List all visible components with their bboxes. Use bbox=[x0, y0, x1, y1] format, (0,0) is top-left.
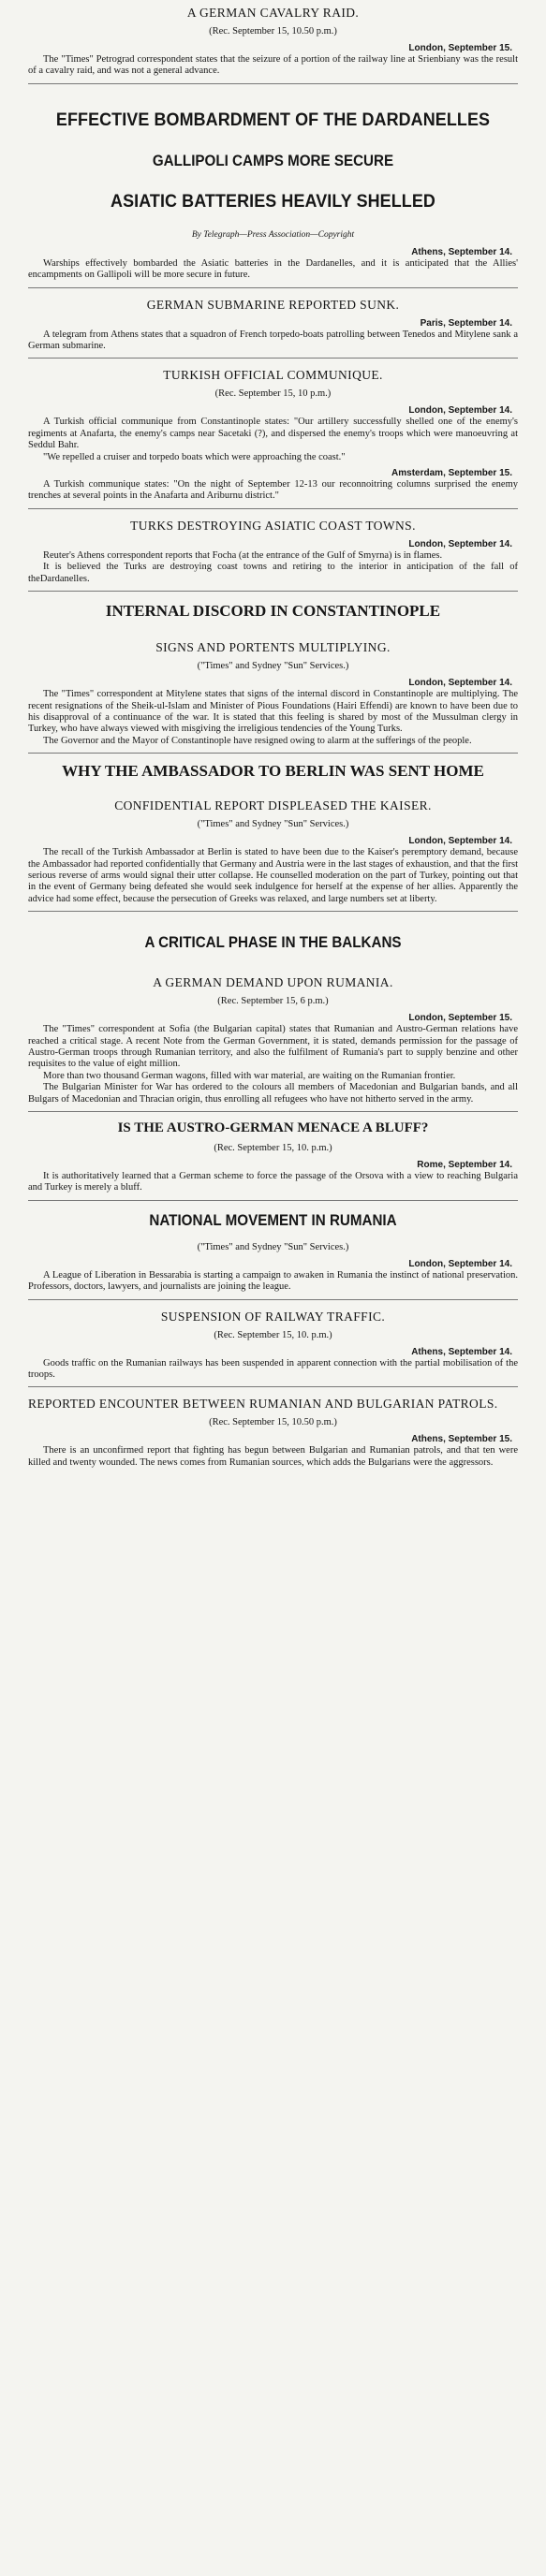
received-line: (Rec. September 15, 10. p.m.) bbox=[214, 1143, 332, 1153]
credit-line: By Telegraph—Press Association—Copyright bbox=[191, 229, 355, 240]
dateline: London, September 14. bbox=[408, 538, 512, 549]
article-subheadline: ASIATIC BATTERIES HEAVILY SHELLED bbox=[111, 190, 435, 212]
article-coast-towns bbox=[28, 517, 518, 585]
received-line: (Rec. September 15, 10. p.m.) bbox=[214, 1329, 332, 1340]
article-heading: IS THE AUSTRO-GERMAN MENACE A BLUFF? bbox=[117, 1120, 429, 1135]
article-headline: A CRITICAL PHASE IN THE BALKANS bbox=[144, 934, 402, 952]
dateline: London, September 14. bbox=[408, 836, 512, 847]
divider bbox=[28, 287, 518, 288]
paragraph: Goods traffic on the Rumanian railways has been suspended in apparent connection with the partial mobilisation of the troops. bbox=[28, 1357, 518, 1381]
article-railway-suspension bbox=[28, 1308, 518, 1382]
dateline: Paris, September 14. bbox=[420, 317, 512, 329]
divider bbox=[28, 83, 518, 84]
article-submarine-sunk bbox=[28, 296, 518, 353]
divider bbox=[28, 753, 518, 754]
dateline: London, September 15. bbox=[408, 43, 512, 53]
article-national-movement-rumania bbox=[28, 1210, 518, 1294]
article-headline: INTERNAL DISCORD IN CONSTANTINOPLE bbox=[105, 602, 441, 621]
paragraph: "We repelled a cruiser and torpedo boats which were approaching the coast." bbox=[43, 451, 346, 462]
paragraph: It is believed the Turks are destroying coast towns and retiring to the interior in anticipation of the fall of theDardanelles. bbox=[28, 562, 518, 584]
received-line: (Rec. September 15, 10 p.m.) bbox=[214, 388, 332, 400]
article-balkans-critical-phase bbox=[28, 932, 518, 1105]
article-german-cavalry-raid bbox=[28, 4, 518, 78]
divider bbox=[28, 1200, 518, 1201]
paragraph: The recall of the Turkish Ambassador at Berlin is stated to have been due to the Kaiser's peremptory demand, because the Ambassador had reported confidentially that Germany and Austria were in the last stages of exhaustion, and that the first serious reverse of arms would signal their utter collapse. He counselled moderation on the part of Turkey, pointing out that in the event of Germany being defeated she would seek indulgence for herself at the expense of her allies. Apparently the advice had some effect, because the persecution of Greeks was relaxed, and large numbers set at liberty. bbox=[28, 847, 518, 904]
received-line: (Rec. September 15, 6 p.m.) bbox=[217, 996, 329, 1007]
paragraph: A League of Liberation in Bessarabia is starting a campaign to awaken in Rumania the instinct of national preservation. Professors, doctors, lawyers, and journalists are joining the league. bbox=[28, 1269, 518, 1293]
paragraph: There is an unconfirmed report that fighting has begun between Bulgarian and Rumanian patrols, and that ten were killed and twenty wounded. The news comes from Rumanian sources, which adds the Bulgarians were the aggressors. bbox=[28, 1445, 518, 1468]
paragraph: Warships effectively bombarded the Asiatic batteries in the Dardanelles, and it is anticipated that the Allies' encampments on Gallipoli will be more secure in future. bbox=[28, 257, 518, 281]
article-headline: NATIONAL MOVEMENT IN RUMANIA bbox=[149, 1211, 397, 1229]
paragraph: It is authoritatively learned that a German scheme to force the passage of the Orsova with a view to reaching Bulgaria and Turkey is merely a bluff. bbox=[28, 1171, 518, 1193]
article-headline: WHY THE AMBASSADOR TO BERLIN WAS SENT HOME bbox=[62, 762, 484, 781]
dateline: London, September 14. bbox=[408, 405, 512, 417]
paragraph: A Turkish communique states: "On the night of September 12-13 our reconnoitring columns surprised the enemy trenches at several points in the Anafarta and Ariburnu district." bbox=[28, 479, 518, 502]
article-heading: REPORTED ENCOUNTER BETWEEN RUMANIAN AND BULGARIAN PATROLS. bbox=[28, 1397, 498, 1412]
paragraph: A Turkish official communique from Constantinople states: "Our artillery successfully shelled one of the enemy's regiments at Anafarta, the enemy's camps near Sacetaki (?), and dispersed the enemy's troops which were manoeuvring at Seddul Bahr. bbox=[28, 417, 518, 451]
dateline: London, September 14. bbox=[408, 678, 512, 689]
dateline: London, September 15. bbox=[408, 1013, 512, 1024]
article-heading: GERMAN SUBMARINE REPORTED SUNK. bbox=[146, 297, 400, 312]
divider bbox=[28, 358, 518, 359]
article-austro-german-bluff bbox=[28, 1118, 518, 1194]
paragraph: Reuter's Athens correspondent reports that Focha (at the entrance of the Gulf of Smyrna) is in flames. bbox=[43, 549, 443, 561]
paragraph: The "Times" correspondent at Sofia (the Bulgarian capital) states that Rumanian and Austro-German relations have reached a critical stage. A recent Note from the German Government, it is stated, demands permission for the passage of Austro-German troops through Rumanian territory, and also the fulfilment of Rumania's part to supply benzine and other requisites to the value of eight million. bbox=[28, 1024, 518, 1070]
article-rumanian-bulgarian-patrols bbox=[28, 1395, 518, 1469]
divider bbox=[28, 911, 518, 912]
received-line: ("Times" and Sydney "Sun" Services.) bbox=[197, 819, 349, 830]
article-ambassador-berlin bbox=[28, 761, 518, 905]
article-turkish-communique bbox=[28, 366, 518, 502]
paragraph: The Bulgarian Minister for War has ordered to the colours all members of Macedonian and Bulgarian bands, and all Bulgars of Macedonian and Thracian origin, thus enrolling all refugees who have not hitherto served in the army. bbox=[28, 1082, 518, 1105]
dateline: Amsterdam, September 15. bbox=[391, 468, 512, 479]
article-heading: TURKISH OFFICIAL COMMUNIQUE. bbox=[163, 368, 383, 383]
article-subheading: A GERMAN DEMAND UPON RUMANIA. bbox=[153, 975, 393, 990]
received-line: ("Times" and Sydney "Sun" Services.) bbox=[197, 1241, 349, 1252]
divider bbox=[28, 1386, 518, 1387]
article-heading: A GERMAN CAVALRY RAID. bbox=[186, 6, 360, 20]
dateline: London, September 14. bbox=[408, 1258, 512, 1269]
dateline: Athens, September 14. bbox=[411, 1346, 512, 1357]
divider bbox=[28, 1111, 518, 1112]
dateline: Athens, September 14. bbox=[411, 246, 512, 257]
received-line: (Rec. September 15, 10.50 p.m.) bbox=[209, 1417, 337, 1428]
paragraph: The "Times" Petrograd correspondent states that the seizure of a portion of the railway line at Srienbiany was the result of a cavalry raid, and was not a general advance. bbox=[28, 54, 518, 77]
paragraph: More than two thousand German wagons, filled with war material, are waiting on the Rumanian frontier. bbox=[43, 1070, 456, 1081]
divider bbox=[28, 591, 518, 592]
article-subheading: SIGNS AND PORTENTS MULTIPLYING. bbox=[155, 640, 391, 655]
paragraph: A telegram from Athens states that a squadron of French torpedo-boats patrolling between Tenedos and Mitylene sank a German submarine. bbox=[28, 329, 518, 352]
article-heading: SUSPENSION OF RAILWAY TRAFFIC. bbox=[160, 1309, 386, 1324]
paragraph: The Governor and the Mayor of Constantinople have resigned owing to alarm at the sufferings of the people. bbox=[43, 735, 472, 746]
article-dardanelles-bombardment bbox=[28, 109, 518, 282]
divider bbox=[28, 1299, 518, 1300]
article-internal-discord bbox=[28, 601, 518, 747]
paragraph: The "Times" correspondent at Mitylene states that signs of the internal discord in Constantinople are multiplying. The recent resignations of the Sheik-ul-Islam and Minister of Pious Foundations (Hairi Effendi) are known to have been due to his disapproval of a continuance of the war. It is stated that this feeling is shared by most of the Mussulman clergy in Turkey, who have always viewed with misgiving the irreligious tendencies of the Young Turks. bbox=[28, 689, 518, 735]
article-heading: TURKS DESTROYING ASIATIC COAST TOWNS. bbox=[130, 518, 416, 533]
article-headline: EFFECTIVE BOMBARDMENT OF THE DARDANELLES bbox=[55, 109, 491, 130]
received-line: ("Times" and Sydney "Sun" Services.) bbox=[197, 661, 349, 672]
article-subheading: CONFIDENTIAL REPORT DISPLEASED THE KAISER. bbox=[114, 798, 432, 813]
dateline: Athens, September 15. bbox=[411, 1434, 512, 1445]
article-subheadline: GALLIPOLI CAMPS MORE SECURE bbox=[152, 152, 394, 169]
dateline: Rome, September 14. bbox=[417, 1160, 512, 1170]
divider bbox=[28, 508, 518, 509]
received-line: (Rec. September 15, 10.50 p.m.) bbox=[209, 26, 337, 37]
